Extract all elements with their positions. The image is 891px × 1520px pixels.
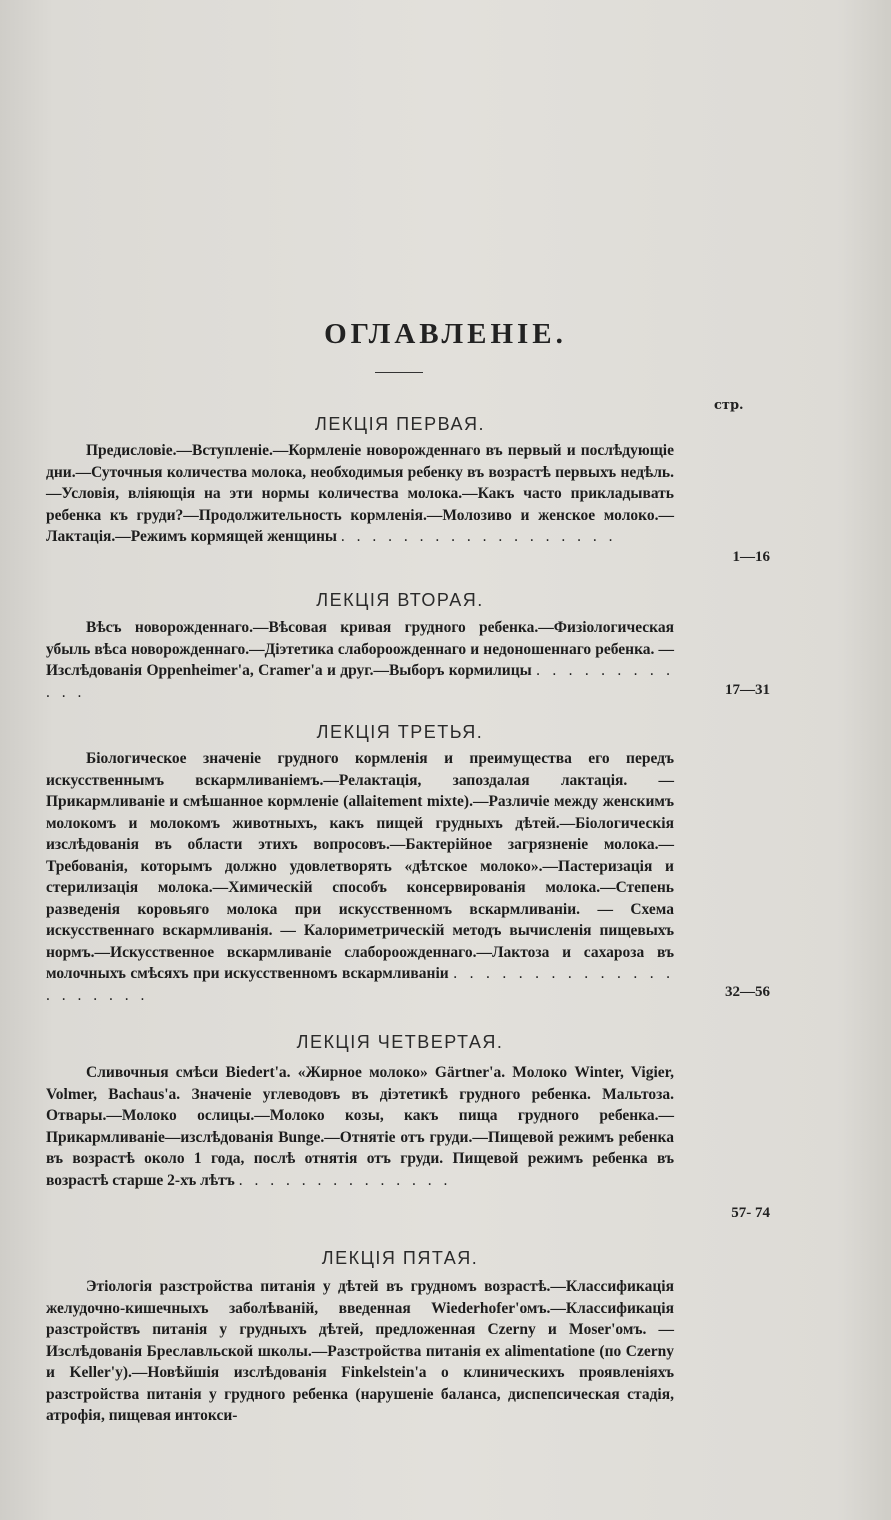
show-through-text xyxy=(120,120,780,145)
lecture-1-pages: 1—16 xyxy=(732,549,770,565)
page-column-label: стр. xyxy=(714,398,744,413)
lecture-5-text: Этіологія разстройства питанія у дѣтей въ грудномъ возрастѣ.—Классификація желудочно-кишечныхъ заболѣваній, введенная Wiederhofer'омъ.—Классификація разстройствъ питанія у грудныхъ дѣтей, предложенная Czerny и Moser'омъ. — Изслѣдованія Бреславльской школы.—Разстройства питанія ex alimentatione (по Czerny и Keller'у).—Новѣйшія изслѣдованія Finkelstein'а о клиническихъ проявленіяхъ разстройства питанія у грудного ребенка (нарушеніе баланса, диспепсическая стадія, атрофія, пищевая интокси- xyxy=(46,1278,674,1424)
lecture-3-text: Біологическое значеніе грудного кормленія и преимущества его передъ искусственнымъ вскармливаніемъ.—Релактація, запоздалая лактація. — Прикармливаніе и смѣшанное кормленіе (allaitement mixte).—Различіе между женскимъ молокомъ и молокомъ животныхъ, какъ пищей грудныхъ дѣтей.—Біологическія изслѣдованія въ области этихъ вопросовъ.—Бактерійное загрязненіе молока.—Требованія, которымъ должно удовлетворять «дѣтское молоко».—Пастеризація и стерилизація молока.—Химическій способъ консервированія молока.—Степень разведенія коровьяго молока при искусственномъ вскармливаніи. — Схема искусственнаго вскармливанія. — Калориметрическій методъ вычисленія пищевыхъ нормъ.—Искусственное вскармливаніе слабороожденнаго.—Лактоза и сахароза въ молочныхъ смѣсяхъ при искусственномъ вскармливаніи xyxy=(46,750,674,982)
lecture-2-entry xyxy=(46,617,674,703)
lecture-4-heading: ЛЕКЦІЯ ЧЕТВЕРТАЯ. xyxy=(296,1032,504,1052)
lecture-3-pages: 32—56 xyxy=(725,984,770,1000)
lecture-2-pages: 17—31 xyxy=(725,682,770,698)
lecture-5-heading: ЛЕКЦІЯ ПЯТАЯ. xyxy=(321,1248,479,1268)
lecture-4-pages: 57- 74 xyxy=(731,1205,770,1221)
lecture-1-heading: ЛЕКЦІЯ ПЕРВАЯ. xyxy=(315,414,485,434)
lecture-5-entry xyxy=(46,1276,674,1427)
leader-dots: . . . . . . . . . . . . . . xyxy=(238,1171,452,1189)
lecture-1-text: Предисловіе.—Вступленіе.—Кормленіе новорожденнаго въ первый и послѣдующіе дни.—Суточныя количества молока, необходимыя ребенку въ возрастѣ первыхъ недѣль.—Условія, вліяющія на эти нормы количества молока.—Какъ часто прикладывать ребенка къ груди?—Продолжительность кормленія.—Молозиво и женское молоко.—Лактація.—Режимъ кормящей женщины xyxy=(46,442,674,545)
lecture-4-text: Сливочныя смѣси Biedert'а. «Жирное молоко» Gärtner'а. Молоко Winter, Vigier, Volmer, Bachaus'а. Значеніе углеводовъ въ діэтетикѣ грудного ребенка. Мальтоза. Отвары.—Молоко ослицы.—Молоко козы, какъ пища грудного ребенка.—Прикармливаніе—изслѣдованія Bunge.—Отнятіе отъ груди.—Пищевой режимъ ребенка въ возрастѣ около 1 года, послѣ отнятія отъ груди. Пищевой режимъ ребенка въ возрастѣ старше 2-хъ лѣтъ xyxy=(46,1064,674,1189)
lecture-4-entry xyxy=(46,1062,674,1191)
lecture-3-heading: ЛЕКЦІЯ ТРЕТЬЯ. xyxy=(316,722,484,742)
leader-dots: . . . . . . . . . . . . . . . . . . . . . xyxy=(46,965,675,1004)
title-divider xyxy=(375,372,423,373)
leader-dots: . . . . . . . . . . . . . . . . . . xyxy=(340,528,617,545)
lecture-2-text: Вѣсъ новорожденнаго.—Вѣсовая кривая грудного ребенка.—Физіологическая убыль вѣса новорожденнаго.—Діэтетика слабороожденнаго и недоношеннаго ребенка. — Изслѣдованія Oppenheimer'а, Cramer'а и друг.—Выборъ кормилицы xyxy=(46,619,674,679)
page-title: ОГЛАВЛЕНІЕ. xyxy=(324,318,567,350)
lecture-3-entry xyxy=(46,748,674,1006)
lecture-1-entry xyxy=(46,440,674,548)
leader-dots: . . . . . . . . . . . . xyxy=(46,662,674,701)
lecture-2-heading: ЛЕКЦІЯ ВТОРАЯ. xyxy=(316,590,484,610)
